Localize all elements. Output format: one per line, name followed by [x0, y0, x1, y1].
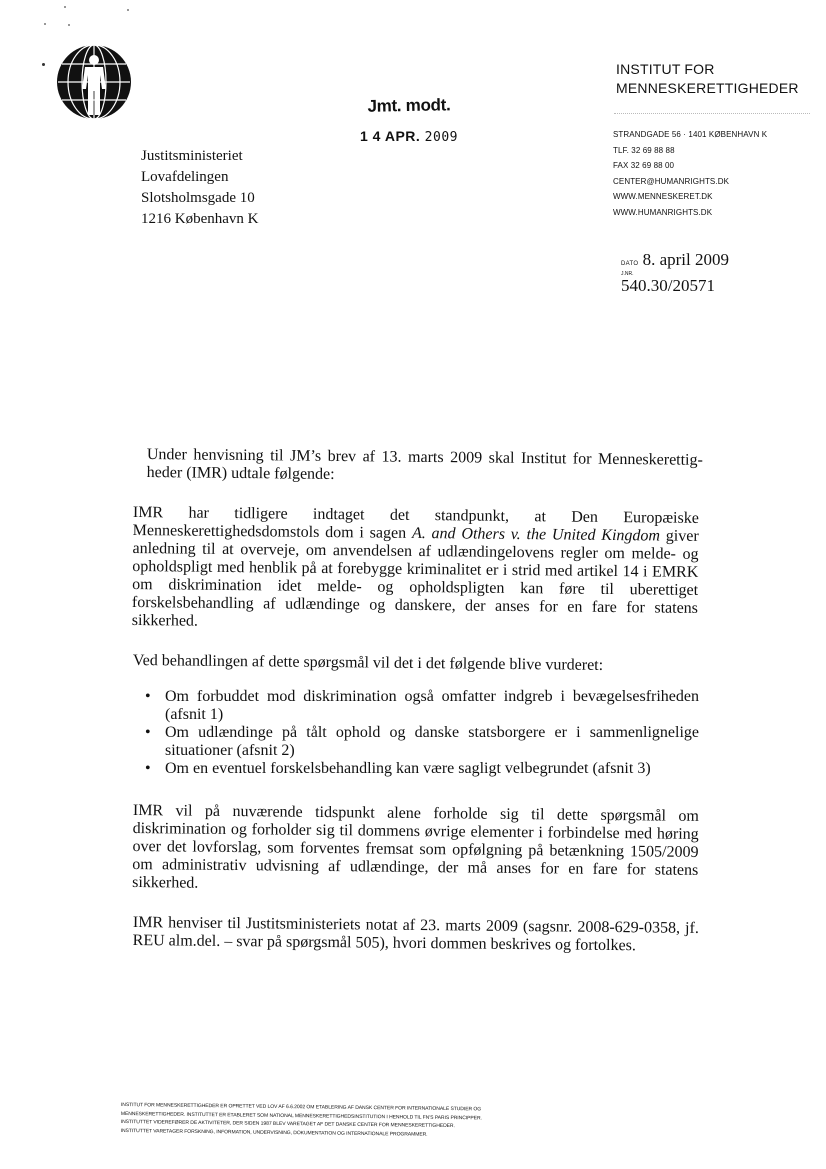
letterhead-divider: [614, 113, 810, 114]
institution-contact: [613, 127, 767, 220]
letter-body: [131, 446, 703, 972]
received-stamp: [360, 96, 458, 145]
footer-line: INSTITUT FOR MENNESKERETTIGHEDER ER OPRETTET VED LOV AF 6.6.2002 OM ETABLERING AF DANSK CENTER FOR INTERNATIONALE STUDIER OG: [120, 1101, 482, 1113]
list-item-text: Om udlændinge på tålt ophold og danske statsborgere er i sammenlignelige situationer (afsnit 2): [165, 724, 699, 759]
list-item: [145, 688, 699, 724]
list-item: [145, 760, 699, 778]
recipient-line: Slotsholmsgade 10: [141, 190, 255, 206]
institution-name-line: INSTITUT FOR: [616, 61, 715, 77]
fax: FAX 32 69 88 00: [613, 161, 675, 170]
address: STRANDGADE 56 · 1401 KØBENHAVN K: [613, 130, 768, 139]
website-link[interactable]: WWW.HUMANRIGHTS.DK: [613, 207, 713, 217]
jnr-value: 540.30/20571: [621, 276, 715, 295]
stamp-date: [360, 128, 458, 145]
footer-fine-print: [121, 1101, 591, 1141]
email-link[interactable]: CENTER@HUMANRIGHTS.DK: [613, 176, 730, 186]
institution-name: [616, 60, 799, 98]
footer-line: MENNESKERETTIGHEDER. INSTITUTTET ER ETABLERET SOM NATIONAL MENNESKERETTIGHEDSINSTITUTION I HENHOLD TIL FN'S PARIS PRINCIPPER.: [120, 1110, 482, 1121]
jnr-label: J.NR.: [621, 271, 634, 277]
institution-name-line: MENNESKERETTIGHEDER: [616, 80, 799, 96]
date-label: DATO: [621, 261, 639, 267]
letter-meta: [621, 250, 729, 295]
recipient-line: Lovafdelingen: [141, 169, 229, 185]
stamp-title: Jmt. modt.: [367, 95, 451, 116]
case-name: A. and Others v. the United Kingdom: [411, 524, 661, 545]
paragraph-text: IMR har tidligere indtaget det standpunkt, at Den Europæiske Menneskerettighedsdomstols dom i sagen: [132, 504, 699, 542]
bullet-icon: •: [145, 688, 151, 705]
bullet-icon: •: [145, 724, 151, 741]
paragraph: Ved behandlingen af dette spørgsmål vil det i det følgende blive vurderet:: [132, 652, 604, 674]
paragraph: IMR vil på nuværende tidspunkt alene forholde sig til dette spørgsmål om diskrimination og forholder sig til dommens øvrige elementer i forbindelse med høring over det lovforslag, som forventes fremsat som opfølgning på betænkning 1505/2009 om administrativ udvisning af udlændinge, der må anses for en fare for statens sikkerhed.: [132, 802, 699, 892]
stamp-year: 2009: [424, 130, 458, 145]
scan-specks: [0, 0, 150, 80]
intro-paragraph: Under henvisning til JM’s brev af 13. marts 2009 skal Institut for Menneskerettig-heder (IMR) udtale følgende:: [146, 446, 703, 483]
paragraph: IMR henviser til Justitsministeriets notat af 23. marts 2009 (sagsnr. 2008-629-0358, jf. REU alm.del. – svar på spørgsmål 505), hvori dommen beskrives og fortolkes.: [132, 914, 699, 955]
recipient-line: 1216 København K: [141, 211, 259, 227]
bullet-list: [133, 688, 699, 778]
recipient-line: Justitsministeriet: [141, 148, 243, 164]
list-item-text: Om en eventuel forskelsbehandling kan være sagligt velbegrundet (afsnit 3): [165, 760, 651, 777]
phone: TLF. 32 69 88 88: [613, 145, 675, 155]
paragraph: [132, 504, 699, 636]
paragraph-text: giver anledning til at overveje, om anvendelsen af udlændingelovens regler om melde- og opholdspligt med henblik på at forebygge kriminalitet er i strid med artikel 14 i EMRK om diskrimination idet melde- og opholdspligten kan føre til uberettiget forskelsbehandling af udlændinge og danskere, der anses for en fare for statens sikkerhed.: [131, 527, 699, 630]
recipient-address: [141, 146, 258, 230]
footer-line: INSTITUTTET VIDEREFØRER DE AKTIVITETER, DER SIDEN 1987 BLEV VARETAGET AF DET DANSKE CENTER FOR MENNESKERETTIGHEDER.: [120, 1118, 455, 1130]
list-item-text: Om forbuddet mod diskrimination også omfatter indgreb i bevægelsesfriheden (afsnit 1): [165, 688, 699, 723]
date-row: [621, 250, 729, 270]
list-item: [145, 724, 699, 760]
website-link[interactable]: WWW.MENNESKERET.DK: [613, 192, 713, 201]
stamp-day-month: 1 4 APR.: [360, 128, 421, 144]
bullet-icon: •: [145, 760, 151, 777]
date-value: 8. april 2009: [642, 250, 729, 269]
footer-line: INSTITUTTET VARETAGER FORSKNING, INFORMATION, UNDERVISNING, DOKUMENTATION OG INTERNATIONALE PROGRAMMER.: [120, 1127, 428, 1138]
